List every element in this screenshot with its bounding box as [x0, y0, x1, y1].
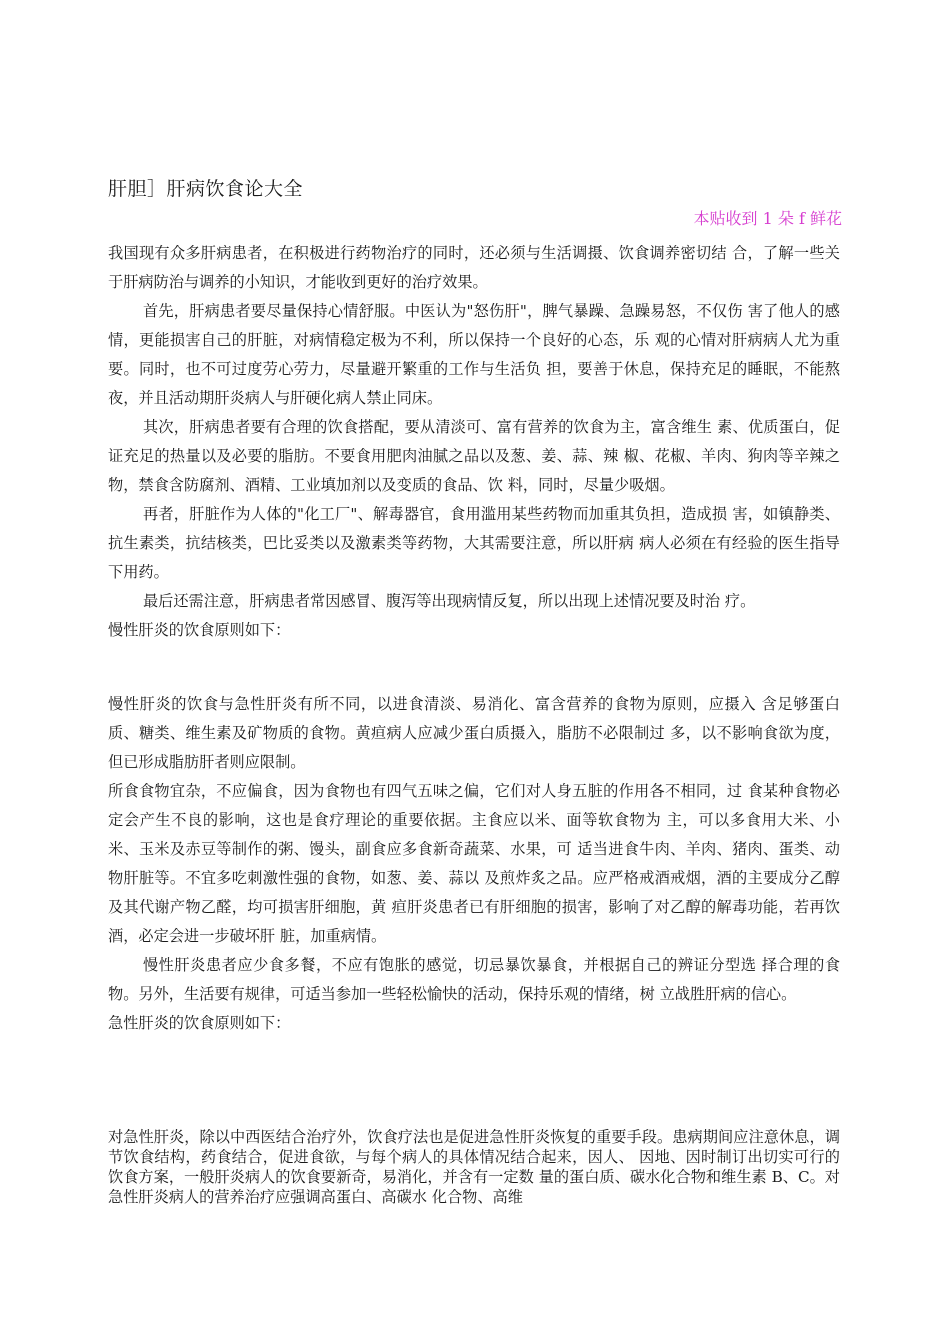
document-title: 肝胆］肝病饮食论大全 [108, 178, 304, 200]
section-heading: 慢性肝炎的饮食原则如下： [108, 621, 291, 639]
paragraph: 对急性肝炎，除以中西医结合治疗外，饮食疗法也是促进急性肝炎恢复的重要手段。患病期间应注意休息，调节饮食结构，药食结合，促进食欲，与每个病人的具体情况结合起来，因人、 因地、因时制订出切实可行的饮食方案，一般肝炎病人的饮食要新奇，易消化，并含有一定数 量的蛋白质、碳水化合物和维生素 B、C。对急性肝炎病人的营养治疗应强调高蛋白、高碳水 化合物、高维 [108, 1128, 840, 1206]
paragraph: 最后还需注意，肝病患者常因感冒、腹泻等出现病情反复，所以出现上述情况要及时治 疗。 [142, 592, 756, 610]
paragraph: 首先，肝病患者要尽量保持心情舒服。中医认为"怒伤肝"，脾气暴躁、急躁易怒，不仅伤 害了他人的感情，更能损害自己的肝脏，对病情稳定极为不利，所以保持一个良好的心态，乐 观的心情对肝病病人尤为重要。同时，也不可过度劳心劳力，尽量避开繁重的工作与生活负 担，要善于休息，保持充足的睡眠，不能熬夜，并且活动期肝炎病人与肝硬化病人禁止同床。 [108, 302, 840, 407]
section-heading: 急性肝炎的饮食原则如下： [108, 1014, 291, 1032]
paragraph: 再者，肝脏作为人体的"化工厂"、解毒器官，食用滥用某些药物而加重其负担，造成损 害，如镇静类、抗生素类，抗结核类，巴比妥类以及激素类等药物，大其需要注意，所以肝病 病人必须在有经验的医生指导下用药。 [108, 505, 840, 581]
paragraph: 我国现有众多肝病患者，在积极进行药物治疗的同时，还必须与生活调摄、饮食调养密切结 合，了解一些关于肝病防治与调养的小知识，才能收到更好的治疗效果。 [108, 244, 840, 291]
paragraph: 其次，肝病患者要有合理的饮食搭配，要从清淡可、富有营养的饮食为主，富含维生 素、优质蛋白，促证充足的热量以及必要的脂肪。不要食用肥肉油腻之品以及葱、姜、蒜、辣 椒、花椒、羊肉、狗肉等辛辣之物，禁食含防腐剂、酒精、工业填加剂以及变质的食品、饮 料，同时，尽量少吸烟。 [108, 418, 840, 494]
paragraph: 所食食物宜杂，不应偏食，因为食物也有四气五味之偏，它们对人身五脏的作用各不相同，过 食某种食物必定会产生不良的影响，这也是食疗理论的重要依据。主食应以米、面等软食物为 主，可以多食用大米、小米、玉米及赤豆等制作的粥、馒头，副食应多食新奇蔬菜、水果，可 适当进食牛肉、羊肉、猪肉、蛋类、动物肝脏等。不宜多吃刺激性强的食物，如葱、姜、蒜以 及煎炸炙之品。应严格戒酒戒烟，酒的主要成分乙醇及其代谢产物乙醛，均可损害肝细胞，黄 疸肝炎患者已有肝细胞的损害，影响了对乙醇的解毒功能，若再饮酒，必定会进一步破坏肝 脏，加重病情。 [108, 782, 840, 945]
chronic-hepatitis-section [108, 690, 840, 1038]
acute-hepatitis-section [108, 1127, 840, 1207]
intro-section [108, 239, 840, 645]
paragraph: 慢性肝炎的饮食与急性肝炎有所不同，以进食清淡、易消化、富含营养的食物为原则，应摄入 含足够蛋白质、糖类、维生素及矿物质的食物。黄疸病人应减少蛋白质摄入，脂肪不必限制过 多，以不影响食欲为度，但已形成脂肪肝者则应限制。 [108, 695, 840, 771]
paragraph: 慢性肝炎患者应少食多餐，不应有饱胀的感觉，切忌暴饮暴食，并根据自己的辨证分型选 择合理的食物。另外，生活要有规律，可适当参加一些轻松愉快的活动，保持乐观的情绪，树 立战胜肝病的信心。 [108, 956, 840, 1003]
flower-note: 本贴收到 1 朵 f 鲜花 [693, 209, 842, 228]
